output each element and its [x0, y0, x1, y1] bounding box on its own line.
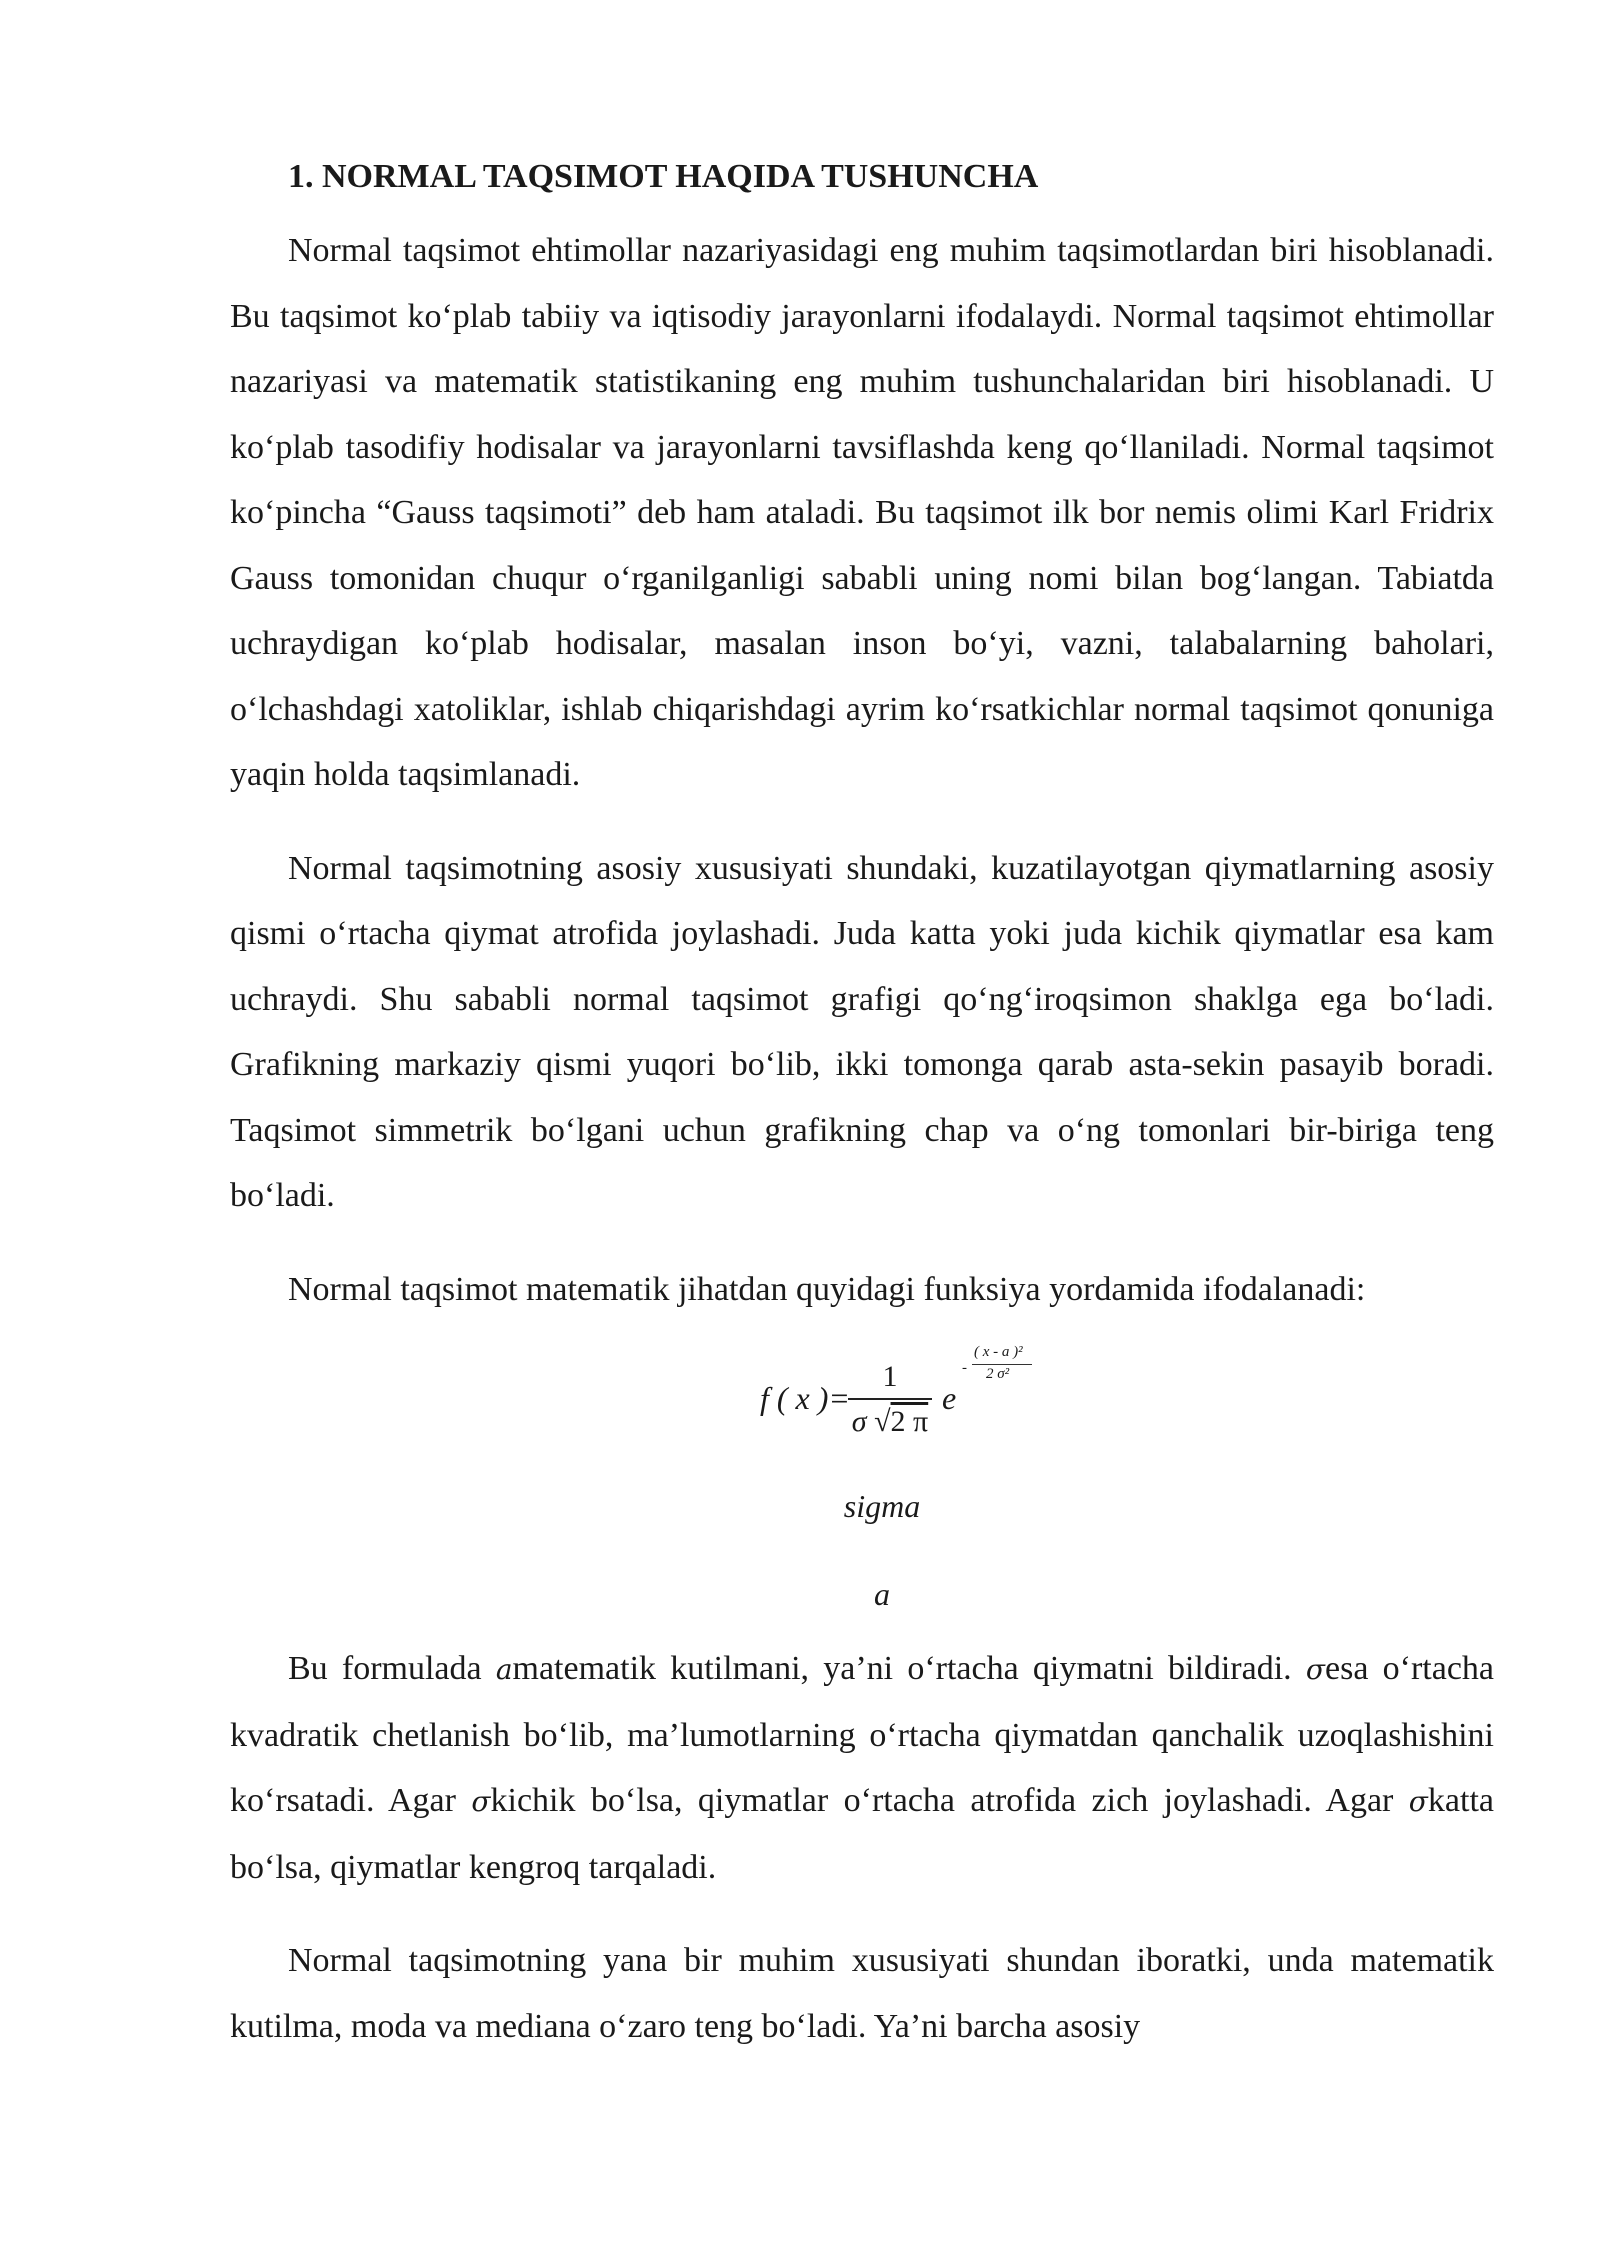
para4-text-1: Bu formulada [288, 1650, 496, 1687]
exponent-denominator: 2 σ² [986, 1366, 1010, 1382]
para4-text-2: matematik kutilmani, ya’ni o‘rtacha qiymatni bildiradi. [512, 1650, 1306, 1687]
para4-text-4: kichik bo‘lsa, qiymatlar o‘rtacha atrofida zich joylashadi. Agar [490, 1782, 1409, 1819]
exponent-minus: - [962, 1360, 967, 1376]
formula-den-sigma: σ [851, 1405, 867, 1438]
exponent-numerator: ( x - a )² [974, 1344, 1023, 1360]
formula-fraction [848, 1358, 932, 1441]
formula-den-root: 2 π [890, 1405, 929, 1438]
exponent-fraction-bar [972, 1364, 1032, 1365]
paragraph-formula-intro: Normal taqsimot matematik jihatdan quyidagi funksiya yordamida ifodalanadi: [288, 1270, 1366, 1308]
para4-text-3: esa o‘rtacha kvadratik chetlanish bo‘lib, ma’lumotlarning o‘rtacha qiymatdan qanchalik uzoqlashishini ko‘rsatadi. Agar [230, 1650, 1494, 1819]
symbol-sigma: σ [471, 1785, 491, 1818]
paragraph-intro: Normal taqsimot ehtimollar nazariyasidagi eng muhim taqsimotlardan biri hisoblanadi. Bu taqsimot ko‘plab tabiiy va iqtisodiy jarayonlarni ifodalaydi. Normal taqsimot ehtimollar nazariyasi va matematik statistikaning eng muhim tushunchalaridan biri hisoblanadi. U ko‘plab tasodifiy hodisalar va jarayonlarni tavsiflashda keng qo‘llaniladi. Normal taqsimot ko‘pincha “Gauss taqsimoti” deb ham ataladi. Bu taqsimot ilk bor nemis olimi Karl Fridrix Gauss tomonidan chuqur o‘rganilganligi sababli uning nomi bilan bog‘langan. Tabiatda uchraydigan ko‘plab hodisalar, masalan inson bo‘yi, vazni, talabalarning baholari, o‘lchashdagi xatoliklar, ishlab chiqarishdagi ayrim ko‘rsatkichlar normal taqsimot qonuniga yaqin holda taqsimlanadi. [230, 232, 1494, 793]
formula-denominator: σ √2 π [851, 1405, 929, 1438]
para4-text-5: katta bo‘lsa, qiymatlar kengroq tarqaladi. [230, 1782, 1494, 1886]
formula-numerator: 1 [882, 1360, 898, 1393]
paragraph-properties: Normal taqsimotning asosiy xususiyati shundaki, kuzatilayotgan qiymatlarning asosiy qismi o‘rtacha qiymat atrofida joylashadi. Juda katta yoki juda kichik qiymatlar esa kam uchraydi. Shu sababli normal taqsimot grafigi qo‘ng‘iroqsimon shaklga ega bo‘ladi. Grafikning markaziy qismi yuqori bo‘lib, ikki tomonga qarab asta-sekin pasayib boradi. Taqsimot simmetrik bo‘lgani uchun grafikning chap va o‘ng tomonlari bir-biriga teng bo‘ladi. [230, 849, 1494, 1214]
symbol-sigma: σ [1305, 1653, 1326, 1686]
label-sigma: sigma [843, 1488, 921, 1524]
symbol-a: a [495, 1653, 513, 1686]
symbol-sigma: σ [1408, 1785, 1428, 1818]
paragraph-parameters [230, 1636, 1494, 1900]
fraction-bar [848, 1398, 932, 1400]
paragraph-mean-mode-median: Normal taqsimotning yana bir muhim xususiyati shundan iboratki, unda matematik kutilma, moda va mediana o‘zaro teng bo‘ladi. Ya’ni barcha asosiy [230, 1942, 1494, 2045]
formula-base-e: e [942, 1380, 957, 1416]
normal-density-formula [230, 1344, 1494, 1460]
label-a: a [874, 1576, 890, 1612]
document-page [230, 150, 1494, 2087]
formula-lhs: f ( x )= [760, 1380, 850, 1416]
section-heading: 1. NORMAL TAQSIMOT HAQIDA TUSHUNCHA [288, 158, 1039, 195]
